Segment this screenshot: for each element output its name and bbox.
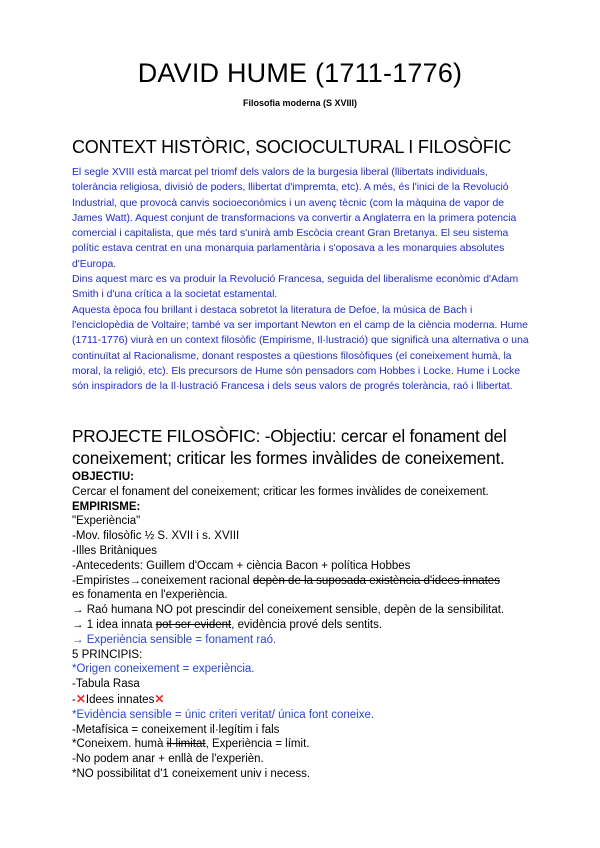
- note-text: Idees innates: [85, 693, 155, 706]
- document-title: DAVID HUME (1711-1776): [137, 58, 463, 88]
- document-subtitle: Filosofia moderna (S XVIII): [242, 98, 358, 108]
- note-line-blue: → Experiència sensible = fonament raó.: [72, 633, 277, 646]
- note-line: -Antecedents: Guillem d'Occam + ciència Bacon + política Hobbes: [72, 559, 411, 572]
- note-line: [72, 574, 542, 589]
- objectiu-label: OBJECTIU:: [72, 471, 134, 483]
- note-line-blue: *Origen coneixement = experiència.: [72, 663, 255, 676]
- note-text: , evidència prové dels sentits.: [231, 618, 383, 631]
- objectiu-text: Cercar el fonament del coneixement; criticar les formes invàlides de coneixement.: [72, 485, 489, 498]
- note-line: [72, 692, 542, 708]
- note-line: -Metafísica = coneixement il·legítim i fals: [72, 723, 280, 736]
- empirisme-label: EMPIRISME:: [72, 500, 141, 513]
- note-line: *NO possibilitat d'1 coneixement univ i necess.: [72, 767, 311, 780]
- context-heading: CONTEXT HISTÒRIC, SOCIOCULTURAL I FILOSÒFIC: [72, 137, 512, 157]
- projecte-heading: PROJECTE FILOSÒFIC: -Objectiu: cercar el fonament del coneixement; criticar les formes invàlides de coneixement.: [72, 426, 507, 468]
- principis-label: 5 PRINCIPIS:: [72, 648, 143, 661]
- note-text: -Empiristes→coneixement racional: [72, 574, 253, 587]
- struck-text: depèn de la suposada existència d'idees innates: [252, 574, 500, 587]
- note-line: -Mov. filosòfic ½ S. XVII i s. XVIII: [72, 530, 240, 543]
- context-paragraph: Aquesta època fou brillant i destaca sobretot la literatura de Defoe, la música de Bach i l'enciclopèdia de Voltaire; també va ser important Newton en el camp de la ciència moderna. Hume (1711-1776) viurà en un context filosòfic (Empirisme, Il·lustració) que significà una alternativa o una continuïtat al Racionalisme, donant respostes a qüestions filosòfiques (el coneixement humà, la moral, la religió, etc). Els precursors de Hume són pensadors com Hobbes i Locke. Hume i Locke són inspiradors de la Il·lustració Francesa i dels seus valors de progrés tolerància, raó i llibertat.: [72, 304, 529, 393]
- note-text: *Coneixem. humà: [72, 738, 167, 751]
- cross-icon: ✕: [154, 691, 165, 706]
- note-line-blue: *Evidència sensible = únic criteri veritat/ única font coneixe.: [72, 708, 375, 721]
- note-line: es fonamenta en l'experiència.: [72, 589, 228, 602]
- note-text: , Experiència = límit.: [205, 738, 310, 751]
- cross-icon: ✕: [75, 691, 86, 706]
- note-line: [72, 737, 542, 752]
- note-line: "Experiència": [72, 515, 141, 528]
- note-line: -Illes Britàniques: [72, 544, 158, 557]
- notes-section: [72, 470, 542, 782]
- context-section: [72, 165, 532, 394]
- struck-text: il·limitat: [166, 738, 206, 751]
- context-paragraph: El segle XVIII està marcat pel triomf dels valors de la burgesia liberal (llibertats individuals, tolerància religiosa, divisió de poders, llibertat d'impremta, etc). A més, és l'inici de la Revolució Industrial, que provocà canvis socioeconòmics i un avenç tècnic (com la màquina de vapor de James Watt). Aquest conjunt de transformacions va convertir a Anglaterra en la primera potencia comercial i capitalista, que més tard s'unirà amb Escòcia creant Gran Bretanya. El seu sistema polític estava centrat en una monarquia parlamentària i s'oposava a les monarquies absolutes d'Europa.: [72, 167, 517, 270]
- struck-text: pot ser evident: [155, 618, 232, 631]
- note-line: [72, 618, 542, 633]
- note-line: -Tabula Rasa: [72, 678, 140, 691]
- note-line: → Raó humana NO pot prescindir del coneixement sensible, depèn de la sensibilitat.: [72, 604, 505, 617]
- note-text: -: [72, 693, 76, 706]
- note-line: -No podem anar + enllà de l'experièn.: [72, 753, 264, 766]
- note-text: → 1 idea innata: [72, 618, 156, 631]
- context-paragraph: Dins aquest marc es va produir la Revolució Francesa, seguida del liberalisme econòmic d'Adam Smith i d'una crítica a la societat estamental.: [72, 274, 519, 301]
